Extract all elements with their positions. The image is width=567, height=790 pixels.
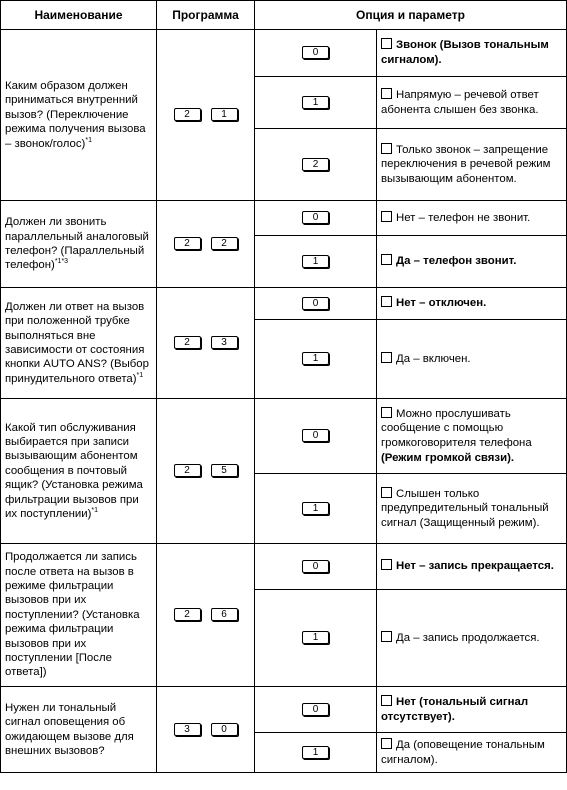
setting-name [1,399,157,544]
option-key-cell [255,399,377,474]
setting-name [1,30,157,201]
program-code [157,201,255,288]
checkbox-icon [381,487,392,498]
option-key-cell [255,733,377,773]
table-row [1,544,567,590]
checkbox-icon [381,559,392,570]
program-key: 2 [174,336,201,349]
setting-name [1,544,157,687]
option-cell [377,399,567,474]
program-key: 1 [302,255,329,268]
option-text: Да – запись продолжается. [396,631,540,644]
option-text: Нет – телефон не звонит. [396,211,531,224]
checkbox-icon [381,143,392,154]
option-key-cell [255,77,377,129]
program-key: 6 [211,608,238,621]
option-cell [377,30,567,77]
program-key: 0 [302,46,329,59]
option-text: Да – телефон звонит. [396,255,517,268]
option-text: Только звонок – запрещение переключения в речевой режим вызывающим абонентом. [381,143,551,185]
program-key: 2 [302,158,329,171]
table-body [1,30,567,773]
header-option: Опция и параметр [255,1,567,30]
table-row [1,687,567,733]
setting-name [1,288,157,399]
program-key: 0 [302,703,329,716]
setting-name [1,201,157,288]
option-cell [377,474,567,544]
program-code [157,687,255,773]
setting-name-text: Должен ли звонить параллельный аналоговый телефон? (Параллельный телефон) [5,216,149,272]
program-key: 0 [302,429,329,442]
setting-name-text: Нужен ли тональный сигнал оповещения об ожидающем вызове для внешних вызовов? [5,701,134,757]
checkbox-icon [381,407,392,418]
checkbox-icon [381,211,392,222]
option-cell [377,236,567,288]
program-key: 1 [302,631,329,644]
setting-name-text: Должен ли ответ на вызов при положенной трубке выполняться вне зависимости от состояния кнопки AUTO ANS? (Выбор принудительного ответа) [5,300,149,385]
option-cell [377,733,567,773]
table-header-row [1,1,567,30]
option-key-cell [255,201,377,236]
table-row [1,399,567,474]
program-code [157,288,255,399]
option-cell [377,590,567,687]
option-cell [377,129,567,201]
program-key: 0 [302,297,329,310]
program-key: 2 [174,237,201,250]
table-row [1,288,567,320]
option-cell [377,77,567,129]
checkbox-icon [381,738,392,749]
option-key-cell [255,687,377,733]
program-key: 1 [302,502,329,515]
setting-name-text: Какой тип обслуживания выбирается при записи вызывающим абонентом сообщения в почтовый ящик? (Установка режима фильтрации вызовов при их поступлении) [5,421,143,521]
program-key: 0 [302,211,329,224]
checkbox-icon [381,352,392,363]
table-row [1,30,567,77]
option-cell [377,687,567,733]
program-key: 5 [211,464,238,477]
program-key: 1 [211,108,238,121]
program-key: 0 [211,723,238,736]
option-key-cell [255,129,377,201]
option-text: Нет (тональный сигнал отсутствует). [381,695,529,723]
option-cell [377,544,567,590]
option-text: Слышен только предупредительный тональный сигнал (Защищенный режим). [381,487,549,529]
footnote-mark: *1 [91,507,99,515]
program-code [157,544,255,687]
setting-name-text: Каким образом должен приниматься внутренний вызов? (Переключение режима получения вызова – звонок/голос) [5,79,146,150]
option-text: Да (оповещение тональным сигналом). [381,738,545,766]
program-key: 2 [174,464,201,477]
program-code [157,30,255,201]
option-key-cell [255,320,377,399]
option-text: Да – включен. [396,352,471,365]
option-key-cell [255,236,377,288]
checkbox-icon [381,695,392,706]
option-text: Нет – отключен. [396,297,487,310]
program-code [157,399,255,544]
option-key-cell [255,474,377,544]
setting-name-text: Продолжается ли запись после ответа на вызов в режиме фильтрации вызовов при их поступлении? (Установка режима фильтрации вызовов при их поступлении [После ответа]) [5,551,140,679]
checkbox-icon [381,254,392,265]
option-cell [377,201,567,236]
program-key: 1 [302,352,329,365]
setting-name [1,687,157,773]
program-key: 1 [302,96,329,109]
checkbox-icon [381,88,392,99]
program-key: 1 [302,746,329,759]
header-name: Наименование [1,1,157,30]
program-key: 0 [302,560,329,573]
program-key: 2 [174,108,201,121]
header-program: Программа [157,1,255,30]
option-key-cell [255,590,377,687]
program-key: 3 [174,723,201,736]
option-cell [377,320,567,399]
footnote-mark: *1 [136,372,144,380]
checkbox-icon [381,38,392,49]
option-key-cell [255,288,377,320]
option-text: Напрямую – речевой ответ абонента слышен без звонка. [381,88,539,116]
checkbox-icon [381,631,392,642]
option-text: Звонок (Вызов тональным сигналом). [381,39,549,66]
option-text: Нет – запись прекращается. [396,560,554,573]
option-key-cell [255,30,377,77]
option-text: Можно прослушивать сообщение с помощью громкоговорителя телефона [381,407,532,449]
option-text: (Режим громкой связи). [381,451,515,464]
footnote-mark: *1*3 [54,258,69,266]
option-key-cell [255,544,377,590]
footnote-mark: *1 [85,136,92,144]
program-key: 2 [211,237,238,250]
option-cell [377,288,567,320]
program-key: 3 [211,336,238,349]
program-key: 2 [174,608,201,621]
checkbox-icon [381,296,392,307]
table-row [1,201,567,236]
